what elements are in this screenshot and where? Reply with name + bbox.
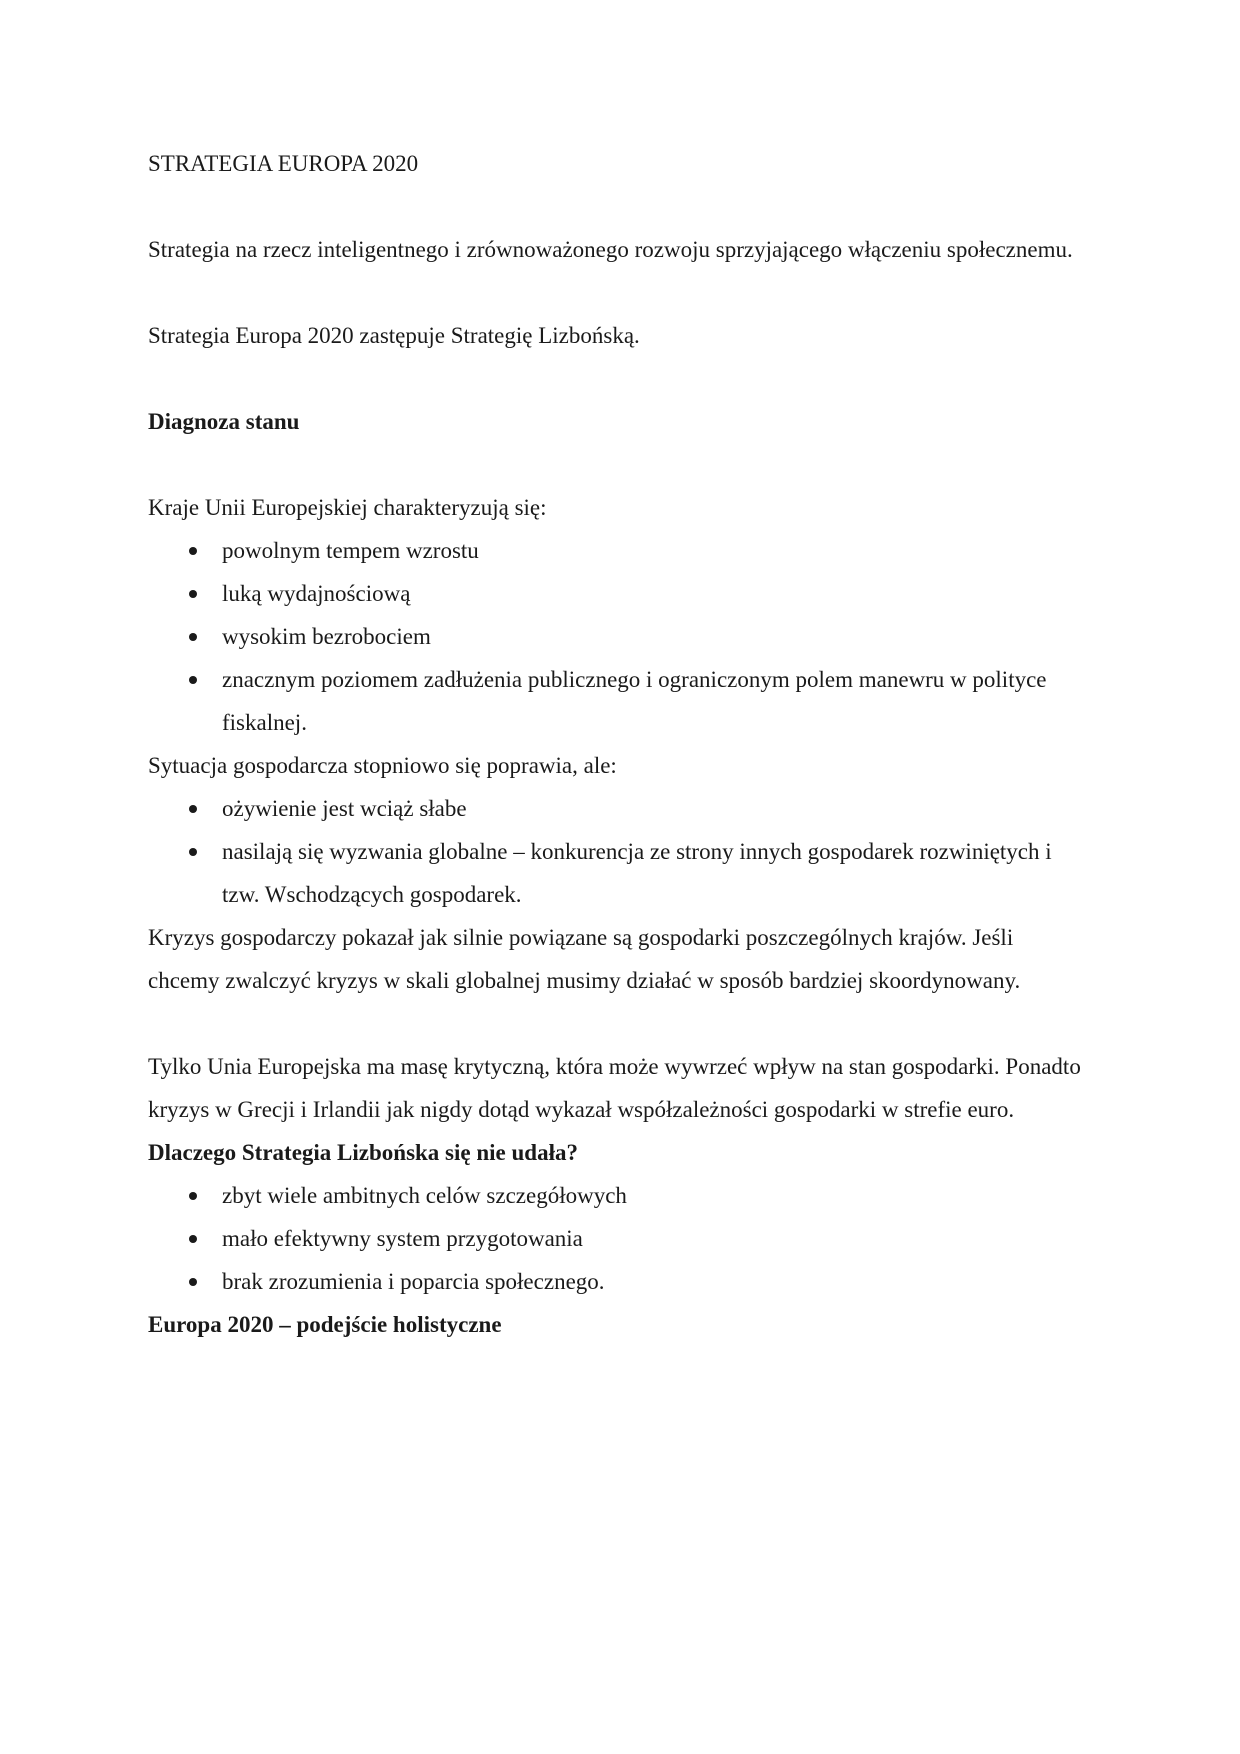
- diagnosis-heading: Diagnoza stanu: [148, 409, 300, 434]
- crisis-paragraph: Kryzys gospodarczy pokazał jak silnie powiązane są gospodarki poszczególnych krajów. Jeśli chcemy zwalczyć kryzys w skali globalnej musimy działać w sposób bardziej skoordynowany.: [148, 925, 1021, 993]
- list-item: mało efektywny system przygotowania: [148, 1217, 1088, 1260]
- diagnosis-list: [148, 529, 1088, 744]
- document-body: [148, 142, 1088, 1346]
- list-item: brak zrozumienia i poparcia społecznego.: [148, 1260, 1088, 1303]
- list-item: luką wydajnościową: [148, 572, 1088, 615]
- document-title: STRATEGIA EUROPA 2020: [148, 151, 419, 176]
- list-item: ożywienie jest wciąż słabe: [148, 787, 1088, 830]
- list-item: powolnym tempem wzrostu: [148, 529, 1088, 572]
- list-item: znacznym poziomem zadłużenia publicznego i ograniczonym polem manewru w polityce fiskalnej.: [148, 658, 1088, 744]
- failure-heading: Dlaczego Strategia Lizbońska się nie udała?: [148, 1140, 578, 1165]
- failure-list: [148, 1174, 1088, 1303]
- intro-paragraph: Strategia na rzecz inteligentnego i zrównoważonego rozwoju sprzyjającego włączeniu społecznemu.: [148, 237, 1073, 262]
- holistic-heading: Europa 2020 – podejście holistyczne: [148, 1312, 502, 1337]
- replaces-paragraph: Strategia Europa 2020 zastępuje Strategię Lizbońską.: [148, 323, 640, 348]
- list-item: wysokim bezrobociem: [148, 615, 1088, 658]
- list-item: zbyt wiele ambitnych celów szczegółowych: [148, 1174, 1088, 1217]
- situation-lead: Sytuacja gospodarcza stopniowo się poprawia, ale:: [148, 753, 617, 778]
- list-item: nasilają się wyzwania globalne – konkurencja ze strony innych gospodarek rozwiniętych i tzw. Wschodzących gospodarek.: [148, 830, 1088, 916]
- eu-mass-paragraph: Tylko Unia Europejska ma masę krytyczną, która może wywrzeć wpływ na stan gospodarki. Ponadto kryzys w Grecji i Irlandii jak nigdy dotąd wykazał współzależności gospodarki w strefie euro.: [148, 1054, 1081, 1122]
- diagnosis-lead: Kraje Unii Europejskiej charakteryzują się:: [148, 495, 547, 520]
- situation-list: [148, 787, 1088, 916]
